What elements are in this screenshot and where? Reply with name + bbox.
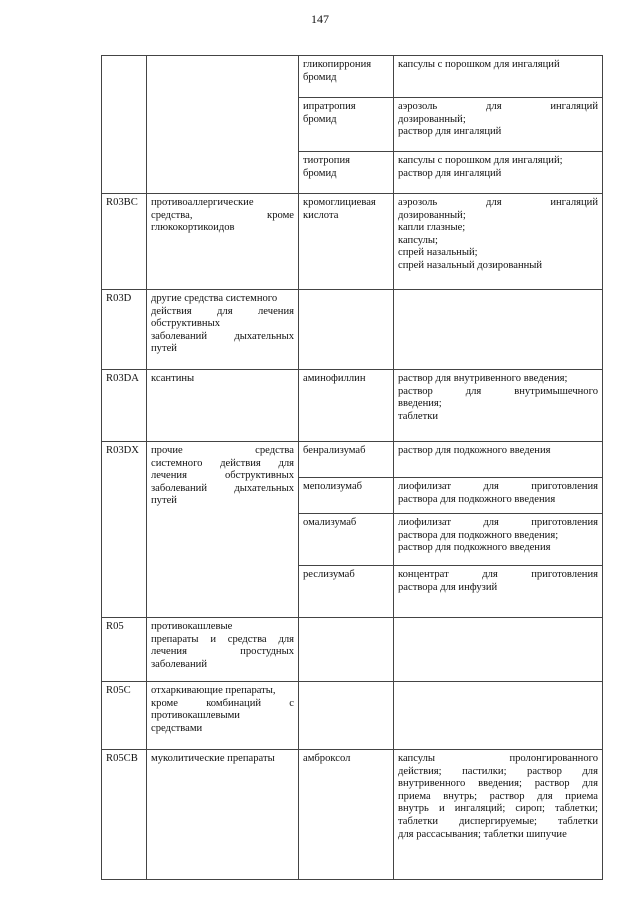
word: таблетки; bbox=[555, 803, 598, 815]
atc-code-cell: R05C bbox=[102, 682, 147, 750]
cell-text-line: таблетки bbox=[398, 410, 439, 422]
word: приготовления bbox=[531, 569, 598, 580]
anatomical-group-cell bbox=[147, 682, 299, 750]
word: средства, bbox=[151, 209, 193, 221]
word: для bbox=[278, 457, 294, 469]
cell-text-line: противокашлевые bbox=[151, 621, 233, 632]
cell-text-line: дозированный; bbox=[398, 209, 466, 221]
drug-name-cell bbox=[299, 682, 394, 750]
cell-text-line: капсулы с порошком для ингаляций; bbox=[398, 155, 563, 166]
word: раствор bbox=[527, 765, 562, 777]
word: кроме bbox=[151, 697, 178, 709]
word: кроме bbox=[267, 209, 294, 221]
word: средства bbox=[255, 445, 294, 456]
word: для bbox=[482, 569, 498, 580]
word: заболеваний bbox=[151, 330, 207, 342]
dosage-forms-cell bbox=[394, 98, 603, 152]
word: заболеваний bbox=[151, 482, 207, 494]
word: системного bbox=[151, 457, 203, 469]
cell-text-line: реслизумаб bbox=[303, 569, 355, 580]
dosage-forms-cell bbox=[394, 566, 603, 618]
cell-text-line bbox=[398, 778, 598, 791]
word: для bbox=[582, 765, 598, 777]
dosage-forms-cell bbox=[394, 442, 603, 478]
cell-text-line bbox=[151, 210, 294, 223]
word: ингаляций; bbox=[454, 803, 506, 815]
word: лиофилизат bbox=[398, 517, 451, 528]
word: диспергируемые; bbox=[459, 815, 537, 827]
anatomical-group-cell bbox=[147, 194, 299, 290]
cell-text-line: капсулы с порошком для ингаляций bbox=[398, 59, 560, 70]
drug-name-cell bbox=[299, 566, 394, 618]
cell-text-line: путей bbox=[151, 495, 177, 507]
cell-text-line: бромид bbox=[303, 167, 337, 179]
cell-text-line: аминофиллин bbox=[303, 373, 366, 384]
cell-text-line: бромид bbox=[303, 71, 337, 83]
dosage-forms-cell bbox=[394, 750, 603, 880]
cell-text-line: кислота bbox=[303, 209, 339, 221]
cell-text-line: раствора для подкожного введения; bbox=[398, 529, 559, 541]
cell-text-line: тиотропия bbox=[303, 155, 351, 166]
cell-text-line bbox=[398, 766, 598, 779]
word: раствор bbox=[489, 790, 525, 802]
table-row bbox=[102, 194, 603, 290]
cell-text-line: бромид bbox=[303, 113, 337, 125]
dosage-forms-cell bbox=[394, 56, 603, 98]
atc-code-cell: R05CB bbox=[102, 750, 147, 880]
word: внутрь bbox=[398, 803, 429, 815]
word: с bbox=[289, 697, 294, 709]
word: и bbox=[438, 803, 445, 815]
anatomical-group-cell bbox=[147, 618, 299, 682]
cell-text-line: путей bbox=[151, 343, 177, 355]
cell-text-line: введения; bbox=[398, 398, 442, 410]
drug-name-cell bbox=[299, 152, 394, 194]
word: внутривенного bbox=[398, 778, 466, 790]
table-row bbox=[102, 682, 603, 750]
cell-text-line: отхаркивающие препараты, bbox=[151, 685, 276, 696]
atc-code-cell: R05 bbox=[102, 618, 147, 682]
drug-name-cell bbox=[299, 370, 394, 442]
drug-classification-table bbox=[101, 55, 603, 880]
dosage-forms-cell bbox=[394, 290, 603, 370]
word: лиофилизат bbox=[398, 481, 451, 492]
word: простудных bbox=[240, 646, 294, 658]
cell-text-line: раствор для внутривенного введения; bbox=[398, 373, 568, 384]
table-row bbox=[102, 290, 603, 370]
anatomical-group-cell bbox=[147, 56, 299, 194]
word: для bbox=[582, 778, 598, 790]
drug-name-cell bbox=[299, 98, 394, 152]
atc-code-cell: R03D bbox=[102, 290, 147, 370]
table-row bbox=[102, 618, 603, 682]
atc-code-cell: R03DX bbox=[102, 442, 147, 618]
word: пролонгированного bbox=[509, 753, 598, 764]
cell-text-line: дозированный; bbox=[398, 113, 466, 125]
word: введения; bbox=[478, 778, 522, 790]
cell-text-line: меполизумаб bbox=[303, 481, 363, 492]
cell-text-line bbox=[151, 483, 294, 496]
word: пастилки; bbox=[462, 765, 507, 777]
cell-text-line: спрей назальный дозированный bbox=[398, 259, 543, 271]
drug-name-cell bbox=[299, 750, 394, 880]
word: таблетки bbox=[557, 815, 598, 827]
cell-text-line: ипратропия bbox=[303, 101, 356, 112]
word: для bbox=[486, 197, 502, 208]
cell-text-line bbox=[151, 698, 294, 711]
cell-text-line: капсулы; bbox=[398, 234, 438, 246]
word: внутрь; bbox=[443, 790, 478, 802]
cell-text-line bbox=[151, 306, 294, 319]
cell-text-line: противоаллергические bbox=[151, 197, 254, 208]
cell-text-line bbox=[398, 101, 598, 114]
cell-text-line: раствор для подкожного введения bbox=[398, 445, 551, 456]
cell-text-line: кромоглициевая bbox=[303, 197, 376, 208]
anatomical-group-cell bbox=[147, 290, 299, 370]
cell-text-line bbox=[398, 481, 598, 494]
cell-text-line: гликопиррония bbox=[303, 59, 372, 70]
cell-text-line bbox=[151, 646, 294, 659]
cell-text-line bbox=[398, 569, 598, 582]
word: для bbox=[483, 481, 499, 492]
word: обструктивных bbox=[225, 470, 294, 482]
word: приема bbox=[565, 790, 598, 802]
cell-text-line: обструктивных bbox=[151, 318, 220, 330]
dosage-forms-cell bbox=[394, 682, 603, 750]
cell-text-line: амброксол bbox=[303, 753, 351, 764]
cell-text-line bbox=[151, 445, 294, 458]
word: для bbox=[217, 305, 233, 317]
cell-text-line bbox=[398, 197, 598, 210]
drug-name-cell bbox=[299, 514, 394, 566]
dosage-forms-cell bbox=[394, 152, 603, 194]
cell-text-line bbox=[398, 517, 598, 530]
word: приема bbox=[398, 790, 431, 802]
drug-name-cell bbox=[299, 442, 394, 478]
word: дыхательных bbox=[234, 482, 294, 494]
word: лечения bbox=[151, 646, 187, 658]
dosage-forms-cell bbox=[394, 618, 603, 682]
table-row bbox=[102, 370, 603, 442]
table-body bbox=[102, 56, 603, 880]
word: раствор bbox=[398, 385, 433, 397]
cell-text-line: раствора для подкожного введения bbox=[398, 493, 556, 505]
atc-code-cell: R03BC bbox=[102, 194, 147, 290]
drug-name-cell bbox=[299, 478, 394, 514]
table-row bbox=[102, 750, 603, 880]
cell-text-line bbox=[398, 791, 598, 804]
cell-text-line bbox=[398, 816, 598, 829]
cell-text-line bbox=[151, 458, 294, 471]
cell-text-line: бенрализумаб bbox=[303, 445, 366, 456]
word: приготовления bbox=[531, 481, 598, 492]
dosage-forms-cell bbox=[394, 194, 603, 290]
cell-text-line bbox=[398, 803, 598, 816]
cell-text-line: глюкокортикоидов bbox=[151, 222, 235, 234]
word: действия bbox=[151, 305, 192, 317]
cell-text-line bbox=[151, 331, 294, 344]
dosage-forms-cell bbox=[394, 478, 603, 514]
word: и bbox=[210, 633, 216, 645]
word: сироп; bbox=[515, 803, 545, 815]
cell-text-line: другие средства системного bbox=[151, 293, 278, 304]
dosage-forms-cell bbox=[394, 514, 603, 566]
cell-text-line: для рассасывания; таблетки шипучие bbox=[398, 828, 567, 840]
word: препараты bbox=[151, 633, 199, 645]
word: для bbox=[465, 385, 482, 397]
cell-text-line: раствора для инфузий bbox=[398, 581, 498, 593]
word: лечения bbox=[258, 305, 294, 317]
anatomical-group-cell bbox=[147, 370, 299, 442]
anatomical-group-cell bbox=[147, 442, 299, 618]
word: ингаляций bbox=[550, 197, 598, 208]
cell-text-line bbox=[398, 753, 598, 766]
word: ингаляций bbox=[550, 101, 598, 112]
word: внутримышечного bbox=[514, 385, 598, 397]
anatomical-group-cell bbox=[147, 750, 299, 880]
word: раствор bbox=[534, 778, 570, 790]
word: приготовления bbox=[531, 517, 598, 528]
dosage-forms-cell bbox=[394, 370, 603, 442]
word: аэрозоль bbox=[398, 101, 438, 112]
cell-text-line: раствор для подкожного введения bbox=[398, 542, 551, 554]
cell-text-line: капли глазные; bbox=[398, 222, 466, 234]
table-row bbox=[102, 442, 603, 478]
cell-text-line: муколитические препараты bbox=[151, 753, 275, 764]
cell-text-line: ксантины bbox=[151, 373, 195, 384]
word: таблетки bbox=[398, 815, 439, 827]
word: лечения bbox=[151, 470, 187, 482]
drug-name-cell bbox=[299, 56, 394, 98]
cell-text-line: раствор для ингаляций bbox=[398, 126, 502, 138]
drug-name-cell bbox=[299, 194, 394, 290]
cell-text-line: омализумаб bbox=[303, 517, 357, 528]
table-row bbox=[102, 56, 603, 98]
word: действия; bbox=[398, 765, 442, 777]
cell-text-line: противокашлевыми bbox=[151, 710, 240, 722]
drug-table-frame bbox=[101, 55, 602, 880]
word: капсулы bbox=[398, 753, 436, 764]
cell-text-line: заболеваний bbox=[151, 658, 207, 670]
cell-text-line: спрей назальный; bbox=[398, 247, 478, 259]
word: аэрозоль bbox=[398, 197, 438, 208]
word: средства bbox=[227, 633, 267, 645]
cell-text-line bbox=[151, 470, 294, 483]
word: для bbox=[537, 790, 553, 802]
word: дыхательных bbox=[234, 330, 294, 342]
word: для bbox=[278, 633, 294, 645]
word: концентрат bbox=[398, 569, 449, 580]
cell-text-line bbox=[151, 634, 294, 647]
page-number: 147 bbox=[311, 12, 329, 26]
cell-text-line bbox=[398, 386, 598, 399]
word: действия bbox=[220, 457, 261, 469]
word: для bbox=[483, 517, 499, 528]
word: прочие bbox=[151, 445, 183, 456]
atc-code-cell bbox=[102, 56, 147, 194]
cell-text-line: раствор для ингаляций bbox=[398, 167, 502, 179]
drug-name-cell bbox=[299, 618, 394, 682]
word: комбинаций bbox=[206, 697, 262, 709]
atc-code-cell: R03DA bbox=[102, 370, 147, 442]
word: для bbox=[486, 101, 502, 112]
drug-name-cell bbox=[299, 290, 394, 370]
cell-text-line: средствами bbox=[151, 722, 203, 734]
